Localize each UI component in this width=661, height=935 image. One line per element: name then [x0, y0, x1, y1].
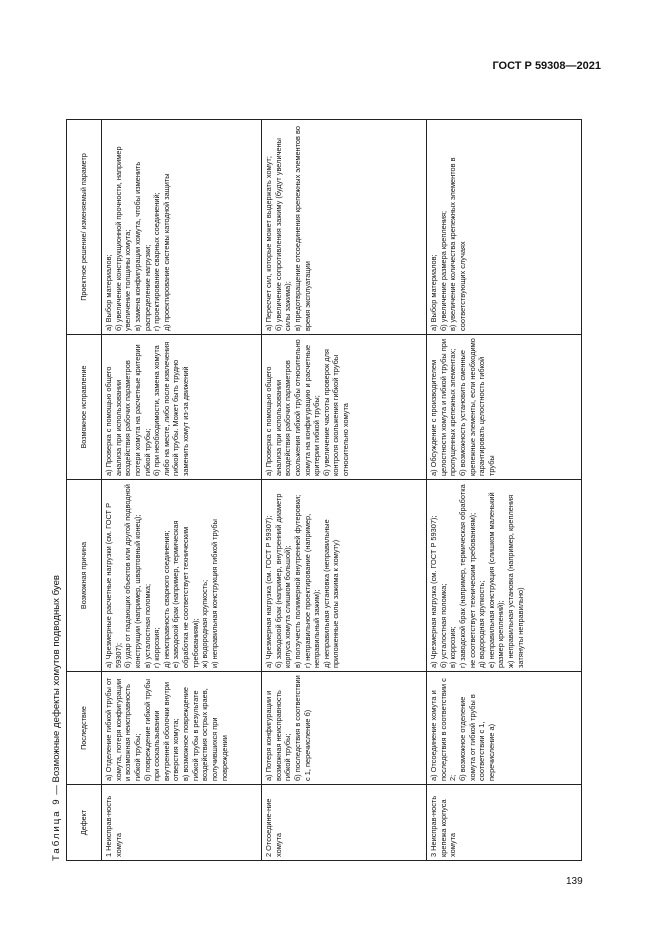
design-item: г) проектирование сварных соединений;: [152, 192, 162, 331]
cause-item: а) Чрезмерные расчетные нагрузки (см. ГОСТ Р 59307);: [104, 502, 123, 668]
defects-table: [66, 119, 582, 861]
design-item: а) Выбор материалов;: [429, 254, 438, 331]
fix-item: а) Проверка с помощью общего анализа при использовании воздействия рабочих параметров скольжения гибкой трубы относительно хомута на конфигурацию и расчетные критерии гибкой трубы;: [264, 339, 322, 476]
design-item: б) увеличение размера крепления;: [438, 210, 448, 331]
cause-item: г) неправильное проектирование (например, неправильный зажим);: [302, 513, 322, 668]
table-caption-title: — Возможные дефекты хомутов подводных буев: [51, 574, 62, 798]
cause-item: ж) неправильная установка (например, крепления затянуты неправильно): [506, 494, 525, 668]
design-cell: [427, 120, 582, 335]
design-item: д) проектирование системы катодной защиты: [161, 173, 171, 331]
consequence-item: а) Потеря конфигурации и возможная неисправность гибкой трубы;: [264, 690, 293, 781]
cause-item: в) коррозия;: [448, 626, 458, 668]
fix-cell: [262, 335, 427, 480]
cause-item: б) заводской брак (например, внутренний диаметр корпуса хомута слишком большой);: [273, 493, 293, 668]
cause-item: е) заводской брак (например, термическая обработка не соответствует техническим требованиям);: [171, 520, 200, 668]
cause-item: д) неправильная установка (неправильные приложенные силы зажима к хомуту): [321, 519, 341, 668]
cause-item: д) водородная хрупкость;: [477, 580, 487, 668]
fix-item: б) при необходимости, замена хомута либо на месте, либо после извлечения гибкой трубы. Может быть трудно заменить хомут из-за движений: [152, 341, 190, 476]
fix-item: б) возможность установить сменные крепежные элементы, если необходимо гарантировать целостность гибкой трубы: [457, 338, 496, 476]
table-header-row: [67, 120, 102, 861]
design-item: б) увеличение сопротивления зажиму (будут увеличены силы зажима);: [273, 138, 293, 331]
design-item: а) Выбор материалов;: [104, 254, 113, 331]
standard-header: ГОСТ Р 59308—2021: [492, 60, 601, 72]
cause-item: е) неправильная конструкция (слишком маленький размер креплений);: [486, 492, 506, 668]
table-row: [427, 120, 582, 861]
consequence-cell: [427, 672, 582, 785]
cause-cell: [102, 480, 262, 672]
consequence-cell: [102, 672, 262, 785]
fix-item: б) увеличение частоты проверок для контроля скольжения гибкой трубы относительно хомута: [321, 349, 350, 476]
cause-item: а) Чрезмерная нагрузка (см. ГОСТ Р 59307);: [264, 515, 273, 668]
cause-cell: [262, 480, 427, 672]
design-item: в) увеличение количества крепежных элементов в соответствующих случаях: [448, 157, 467, 331]
cause-cell: [427, 480, 582, 672]
header-consequence: Последствие: [67, 672, 102, 785]
header-cause: Возможная причина: [67, 480, 102, 672]
design-cell: [262, 120, 427, 335]
consequence-cell: [262, 672, 427, 785]
cause-item: б) усталостная поломка;: [438, 583, 448, 668]
design-item: в) предотвращение отсоединения крепежных элементов во время эксплуатации: [292, 126, 312, 331]
table-caption-label: Таблица 9: [51, 797, 62, 861]
fix-cell: [102, 335, 262, 480]
design-item: в) замена конфигурации хомута, чтобы изменить распределение нагрузки;: [132, 161, 152, 331]
design-item: а) Пересчет сил, которые может выдержать хомут;: [264, 156, 273, 331]
header-defect: Дефект: [67, 785, 102, 861]
rotated-table-block: [48, 120, 618, 861]
cause-item: и) неправильная конструкция гибкой трубы: [209, 519, 219, 668]
consequence-item: б) возможное отделение хомута от гибкой трубы в соответствии с 1, перечисление а): [457, 694, 496, 781]
fix-item: а) Обсуждение с производителем целостности хомута и гибкой трубы при пропущенных крепежных элементах;: [429, 339, 458, 476]
defect-cell: 1 Неисправ-ность хомута: [102, 785, 262, 861]
cause-item: а) Чрезмерная нагрузка (см. ГОСТ Р 59307);: [429, 515, 438, 668]
consequence-item: а) Отсоединение хомута и последствия в соответствии с 2;: [429, 678, 458, 781]
defect-cell: 2 Отсоедине-ние хомута: [262, 785, 427, 861]
header-design: Проектное решение/ изменяемый параметр: [67, 120, 102, 335]
table-caption: [48, 120, 66, 861]
cause-item: б) удар от падающих объектов или другой подводной конструкции (например, швартовный конец);: [123, 484, 142, 668]
design-cell: [102, 120, 262, 335]
cause-item: д) неисправность сварного соединения;: [161, 530, 171, 668]
cause-item: в) ползучесть полимерной внутренней футеровки;: [292, 494, 302, 668]
defect-cell: 3 Неисправ-ность крепежа корпуса хомута: [427, 785, 582, 861]
header-fix: Возможное исправление: [67, 335, 102, 480]
cause-item: г) коррозия;: [152, 627, 162, 668]
page-number: 139: [566, 876, 583, 887]
table-row: [262, 120, 427, 861]
fix-item: а) Проверка с помощью общего анализа при использовании воздействия рабочих параметров потери хомута на расчетные критерии гибкой трубы;: [104, 344, 152, 476]
cause-item: в) усталостная поломка;: [142, 583, 152, 668]
design-item: б) увеличение конструкционной прочности, например увеличение толщины хомута;: [113, 146, 133, 331]
consequence-item: в) возможное повреждение гибкой трубы в результате воздействия острых краев, получившихся при повреждении: [181, 687, 229, 781]
consequence-item: б) последствия в соответствии с 1, перечисление б): [292, 675, 312, 781]
consequence-item: а) Отделение гибкой трубы от хомута, потеря конфигурации и возможная неисправность гибкой трубы;: [104, 677, 142, 781]
consequence-item: б) повреждение гибкой трубы при соскальзывании внутренней оболочки внутри отверстия хомута;: [142, 678, 181, 781]
fix-cell: [427, 335, 582, 480]
cause-item: ж) водородная хрупкость;: [200, 579, 210, 668]
table-row: [102, 120, 262, 861]
cause-item: г) заводской брак (например, термическая обработка не соответствует техническим требованиям);: [457, 484, 477, 668]
